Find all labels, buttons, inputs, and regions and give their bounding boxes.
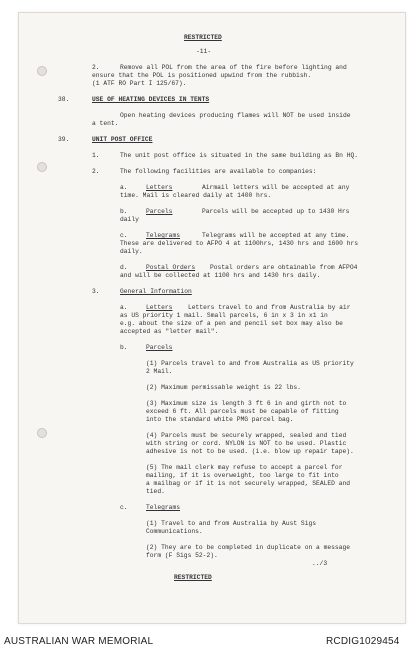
sub-item-text: (5) The mail clerk may refuse to accept a parcel for: [146, 464, 343, 471]
para-text: (1 ATF RO Part I 125/67).: [92, 80, 187, 87]
item-title: Telegrams: [146, 232, 181, 239]
footer-id: RCDIG1029454: [326, 636, 400, 647]
continuation-mark: ../3: [312, 560, 328, 567]
section-number: 39.: [58, 136, 70, 143]
para-text: daily.: [120, 248, 143, 255]
item-letter: c.: [120, 232, 128, 239]
punch-hole: [37, 428, 47, 438]
sub-item-text: into the standard white PMG parcel bag.: [146, 416, 294, 423]
sub-item-text: (2) Maximum permissable weight is 22 lbs.: [146, 384, 301, 391]
sub-item-text: a mailbag or if it is not securely wrapped, SEALED and: [146, 480, 351, 487]
punch-hole: [37, 162, 47, 172]
para-text: Parcels will be accepted up to 1430 Hrs: [202, 208, 350, 215]
para-text: Airmail letters will be accepted at any: [202, 184, 350, 191]
sub-item-text: form (F Sigs 52-2).: [146, 552, 218, 559]
item-title: Letters: [146, 304, 173, 311]
sub-item-text: mailing, if it is overweight, too large to fit into: [146, 472, 339, 479]
item-title: Parcels: [146, 344, 173, 351]
para-number: 1.: [92, 152, 100, 159]
item-letter: d.: [120, 264, 128, 271]
para-number: 2.: [92, 64, 100, 71]
para-text: and will be collected at 1100 hrs and 1430 hrs daily.: [120, 272, 321, 279]
sub-item-text: (1) Travel to and from Australia by Aust Sigs: [146, 520, 317, 527]
item-letter: a.: [120, 304, 128, 311]
item-letter: c.: [120, 504, 128, 511]
sub-item-text: adhesive is not to be used. (i.e. blow up repair tape).: [146, 448, 354, 455]
para-text: a tent.: [92, 120, 119, 127]
para-text: Postal orders are obtainable from AFPO4: [210, 264, 358, 271]
para-text: Open heating devices producing flames will NOT be used inside: [120, 112, 351, 119]
footer-source: AUSTRALIAN WAR MEMORIAL: [4, 636, 154, 647]
page-number: -11-: [196, 48, 212, 55]
classification-top: RESTRICTED: [184, 34, 222, 41]
classification-bottom: RESTRICTED: [174, 574, 212, 581]
para-text: Remove all POL from the area of the fire before lighting and: [120, 64, 347, 71]
para-text: Telegrams will be accepted at any time.: [202, 232, 350, 239]
punch-hole: [37, 66, 47, 76]
sub-item-text: (1) Parcels travel to and from Australia as US priority: [146, 360, 354, 367]
para-text: e.g. about the size of a pen and pencil set box may also be: [120, 320, 343, 327]
para-text: time. Mail is cleared daily at 1400 hrs.: [120, 192, 272, 199]
sub-item-text: with string or cord. NYLON is NOT to be used. Plastic: [146, 440, 347, 447]
item-letter: b.: [120, 344, 128, 351]
section-number: 38.: [58, 96, 70, 103]
item-letter: b.: [120, 208, 128, 215]
sub-item-text: (4) Parcels must be securely wrapped, sealed and tied: [146, 432, 347, 439]
sub-item-text: (2) They are to be completed in duplicate on a message: [146, 544, 351, 551]
para-text: These are delivered to AFPO 4 at 1100hrs, 1430 hrs and 1600 hrs: [120, 240, 359, 247]
item-title: Letters: [146, 184, 173, 191]
para-number: 3.: [92, 288, 100, 295]
para-number: 2.: [92, 168, 100, 175]
sub-item-text: 2 Mail.: [146, 368, 173, 375]
section-heading: UNIT POST OFFICE: [92, 136, 153, 143]
sub-item-text: Communications.: [146, 528, 203, 535]
para-text: as US priority 1 mail. Small parcels, 6 in x 3 in x1 in: [120, 312, 328, 319]
para-heading: General Information: [120, 288, 192, 295]
item-title: Parcels: [146, 208, 173, 215]
item-title: Postal Orders: [146, 264, 196, 271]
item-letter: a.: [120, 184, 128, 191]
para-text: Letters travel to and from Australia by air: [188, 304, 351, 311]
para-text: The following facilities are available to companies:: [120, 168, 317, 175]
sub-item-text: (3) Maximum size is length 3 ft 6 in and girth not to: [146, 400, 347, 407]
sub-item-text: exceed 6 ft. All parcels must be capable of fitting: [146, 408, 339, 415]
item-title: Telegrams: [146, 504, 181, 511]
section-heading: USE OF HEATING DEVICES IN TENTS: [92, 96, 210, 103]
para-text: daily: [120, 216, 139, 223]
para-text: accepted as "letter mail".: [120, 328, 219, 335]
para-text: ensure that the POL is positioned upwind from the rubbish.: [92, 72, 312, 79]
para-text: The unit post office is situated in the same building as Bn HQ.: [120, 152, 359, 159]
sub-item-text: tied.: [146, 488, 165, 495]
